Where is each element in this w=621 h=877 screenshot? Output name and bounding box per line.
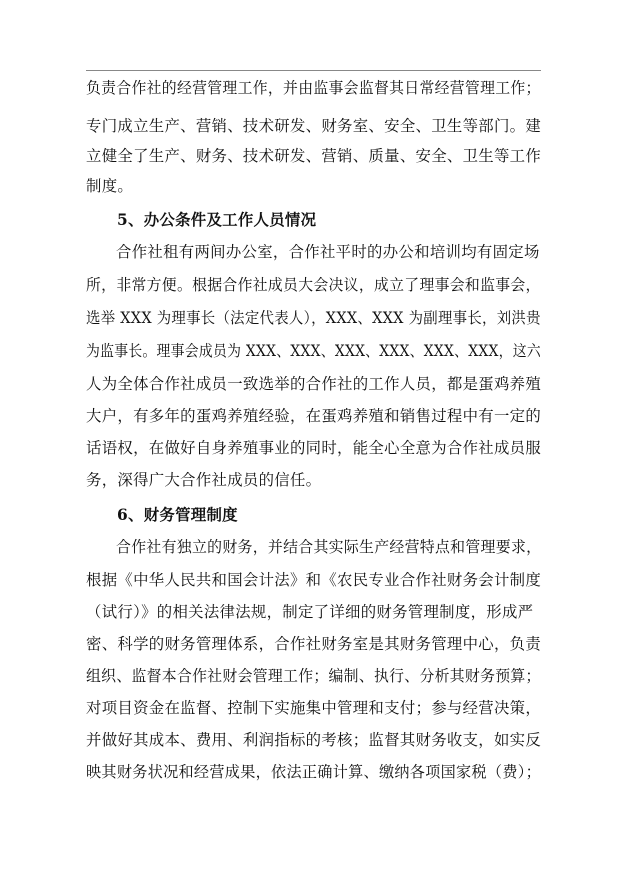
section-heading: 6、财务管理制度: [117, 506, 238, 524]
body-line: 人为全体合作社成员一致选举的合作社的工作人员，都是蛋鸡养殖: [86, 375, 542, 393]
body-line: 合作社有独立的财务，并结合其实际生产经营特点和管理要求，: [116, 538, 542, 556]
body-line: （试行）》的相关法律法规，制定了详细的财务管理制度，形成严: [86, 603, 534, 621]
body-line: 专门成立生产、营销、技术研发、财务室、安全、卫生等部门。建: [86, 117, 542, 135]
body-line: 话语权，在做好自身养殖事业的同时，能全心全意为合作社成员服: [86, 439, 542, 457]
body-line: 选举 XXX 为理事长（法定代表人），XXX、XXX 为副理事长，刘洪贵: [86, 309, 541, 327]
body-line: 制度。: [86, 177, 134, 195]
body-line: 对项目资金在监督、控制下实施集中管理和支付；参与经营决策，: [86, 699, 542, 717]
body-line: 负责合作社的经营管理工作，并由监事会监督其日常经营管理工作；: [86, 79, 541, 97]
header-rule: [86, 70, 541, 71]
body-line: 立健全了生产、财务、技术研发、营销、质量、安全、卫生等工作: [86, 147, 542, 165]
body-line: 映其财务状况和经营成果，依法正确计算、缴纳各项国家税（费）；: [86, 763, 542, 781]
section-heading: 5、办公条件及工作人员情况: [117, 211, 317, 229]
body-line: 合作社租有两间办公室，合作社平时的办公和培训均有固定场: [116, 243, 540, 261]
body-line: 组织、监督本合作社财会管理工作；编制、执行、分析其财务预算；: [86, 667, 541, 685]
body-line: 密、科学的财务管理体系，合作社财务室是其财务管理中心，负责: [86, 635, 542, 653]
body-line: 根据《中华人民共和国会计法》和《农民专业合作社财务会计制度: [86, 571, 542, 589]
body-line: 务，深得广大合作社成员的信任。: [86, 471, 322, 489]
body-line: 并做好其成本、费用、利润指标的考核；监督其财务收支，如实反: [86, 731, 542, 749]
body-line: 所，非常方便。根据合作社成员大会决议，成立了理事会和监事会，: [86, 276, 541, 294]
body-line: 大户，有多年的蛋鸡养殖经验，在蛋鸡养殖和销售过程中有一定的: [86, 407, 542, 425]
body-line: 为监事长。理事会成员为 XXX、XXX、XXX、XXX、XXX、XXX，这六: [86, 342, 541, 360]
